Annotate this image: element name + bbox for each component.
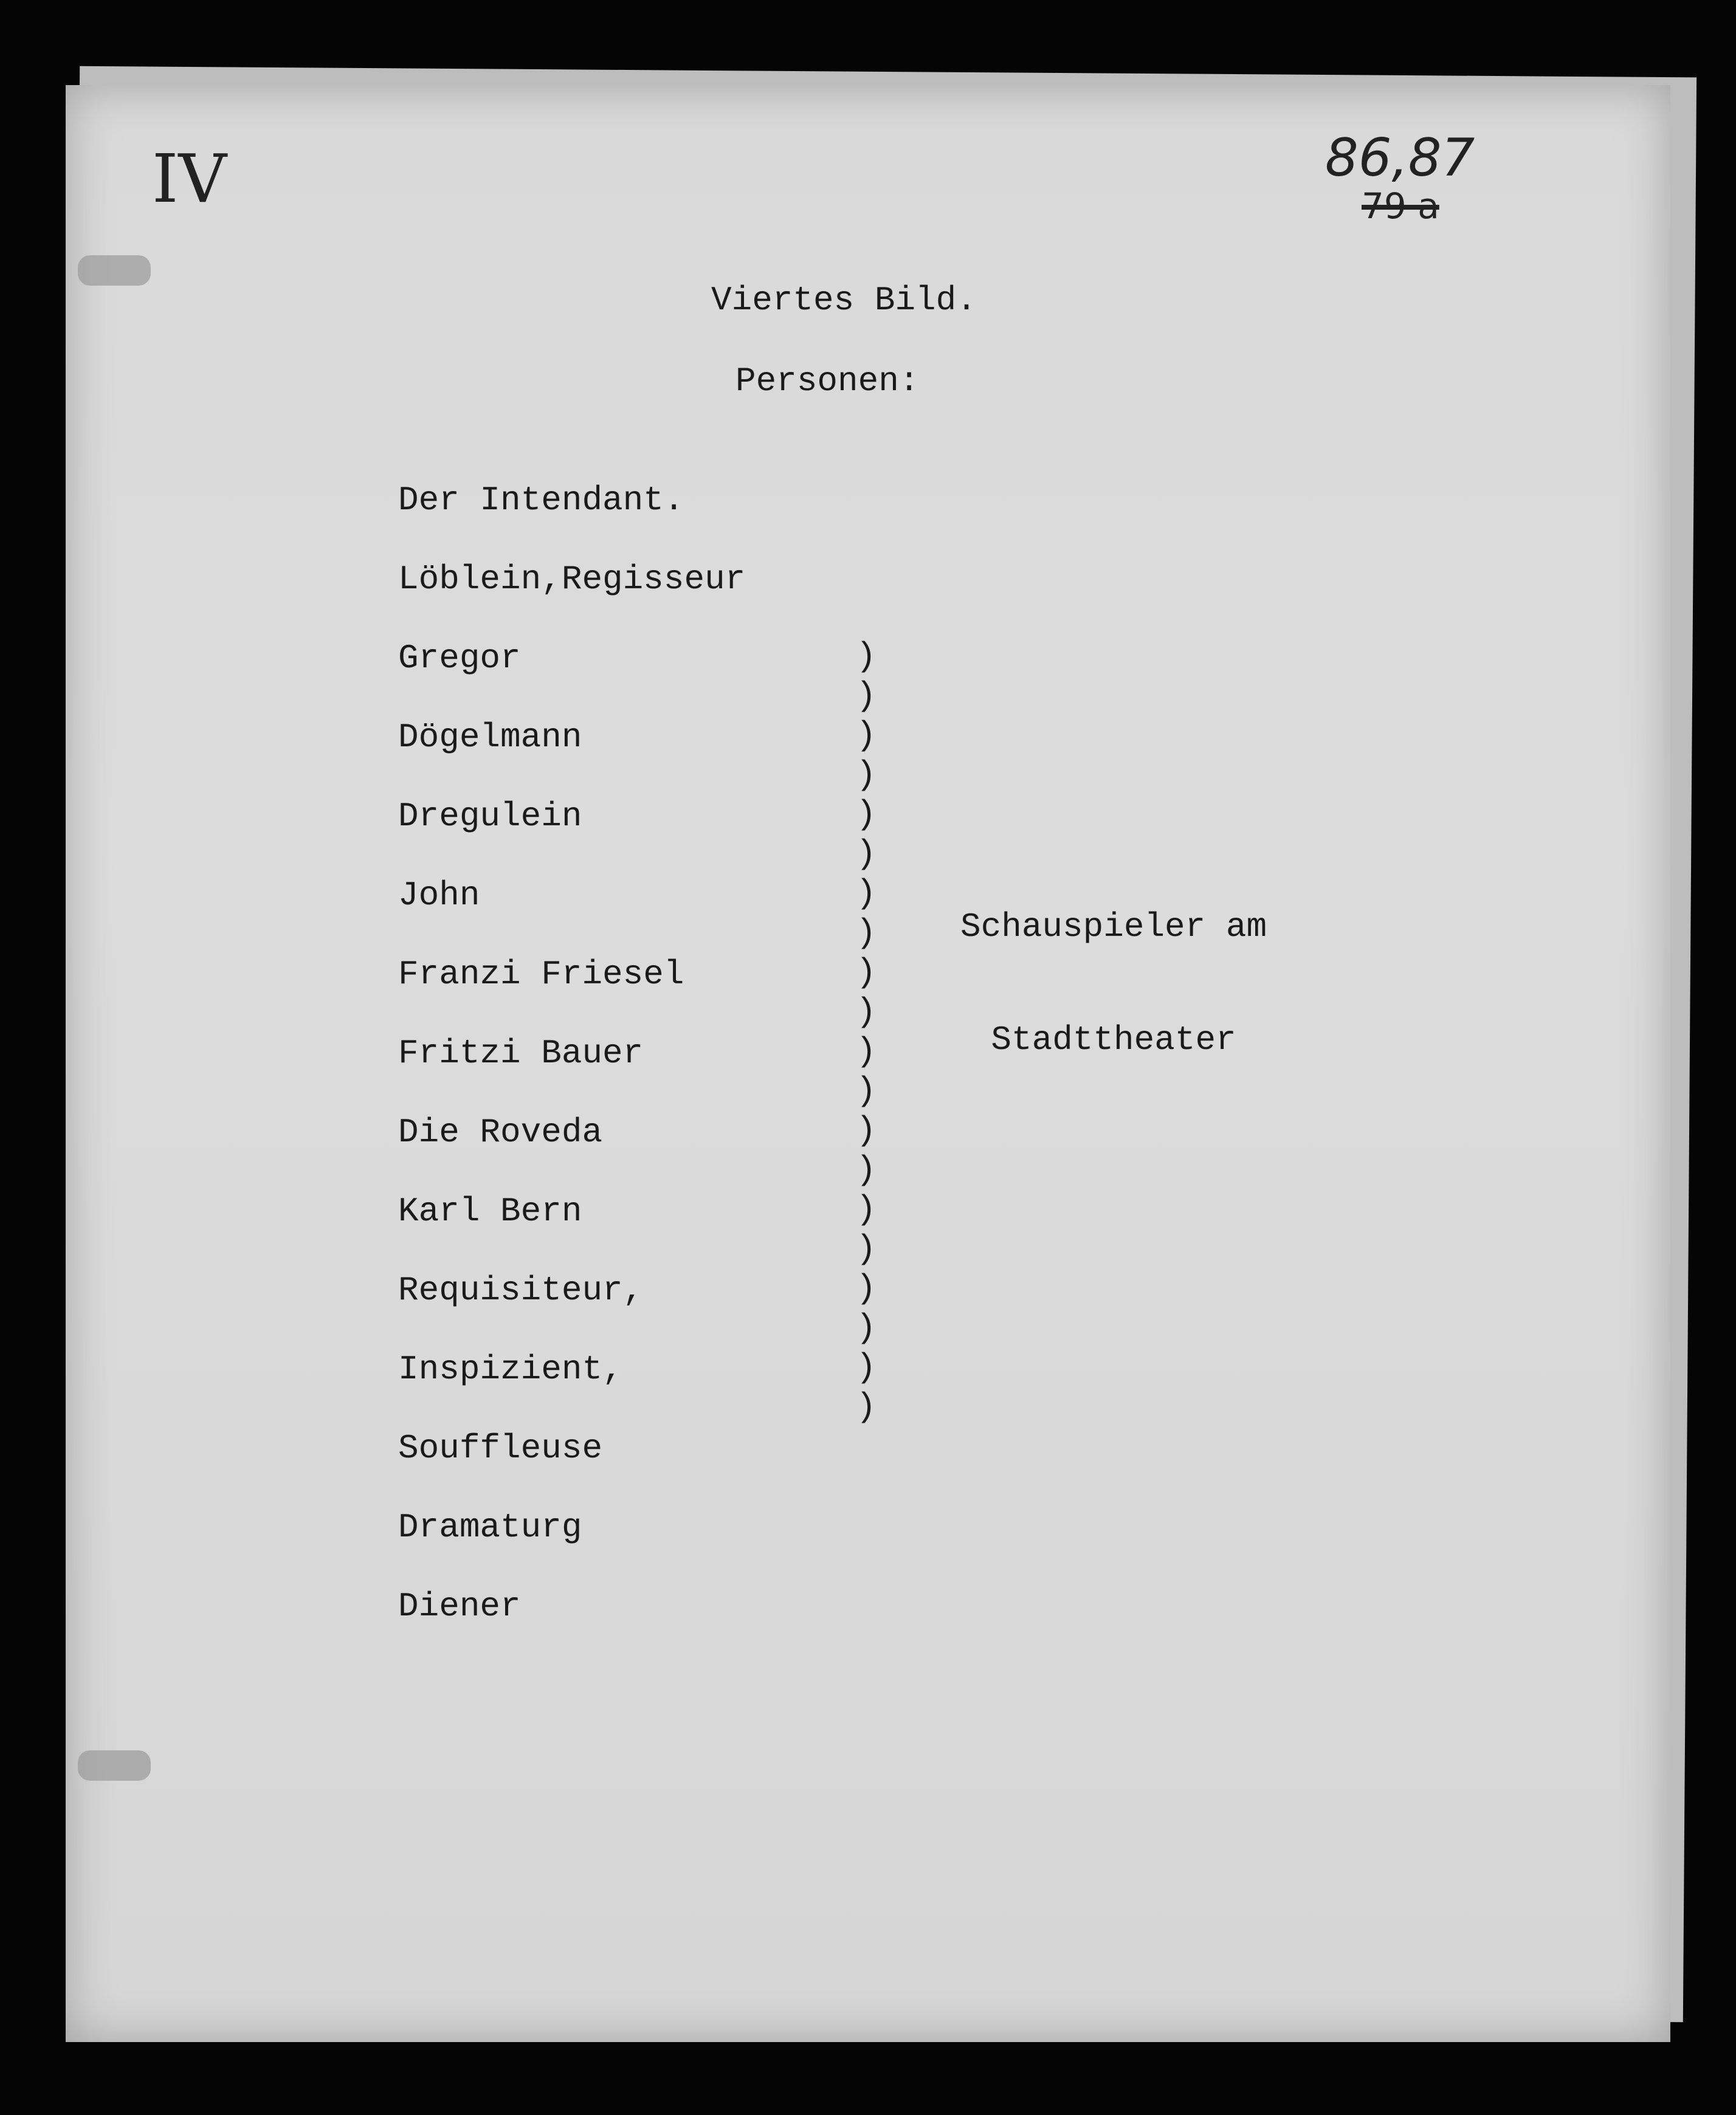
cast-item: Löblein,Regisseur bbox=[398, 560, 746, 599]
cast-item: Gregor bbox=[398, 639, 521, 678]
cast-item: Franzi Friesel bbox=[398, 955, 684, 994]
staple-mark-top bbox=[78, 255, 151, 286]
staple-mark-bottom bbox=[78, 1750, 151, 1781]
struck-page-number: 79 a bbox=[1362, 185, 1439, 227]
group-label-line2: Stadttheater bbox=[991, 1020, 1236, 1059]
cast-item: Souffleuse bbox=[398, 1429, 603, 1468]
scene-title: Viertes Bild. bbox=[711, 281, 977, 320]
cast-item: Diener bbox=[398, 1587, 521, 1626]
grouping-brace: ) ) ) ) ) ) ) ) ) ) ) ) ) ) ) ) ) ) ) ) bbox=[856, 637, 877, 1426]
cast-item: Die Roveda bbox=[398, 1113, 603, 1152]
page-number-annotation: 86,87 bbox=[1325, 128, 1475, 188]
cast-item: Inspizient, bbox=[398, 1350, 623, 1389]
group-label-line1: Schauspieler am bbox=[960, 907, 1267, 946]
cast-list bbox=[398, 479, 745, 1664]
cast-item: Dregulein bbox=[398, 797, 582, 836]
cast-item: Dögelmann bbox=[398, 718, 582, 757]
cast-item: Fritzi Bauer bbox=[398, 1034, 644, 1073]
roman-numeral-annotation: IV bbox=[152, 140, 227, 218]
cast-item: Karl Bern bbox=[398, 1192, 582, 1231]
actor-group-label bbox=[960, 833, 1267, 1134]
cast-item: John bbox=[398, 876, 480, 915]
cast-item: Requisiteur, bbox=[398, 1271, 644, 1310]
cast-item: Der Intendant. bbox=[398, 481, 684, 520]
cast-item: Dramaturg bbox=[398, 1508, 582, 1547]
cast-heading: Personen: bbox=[735, 362, 920, 401]
